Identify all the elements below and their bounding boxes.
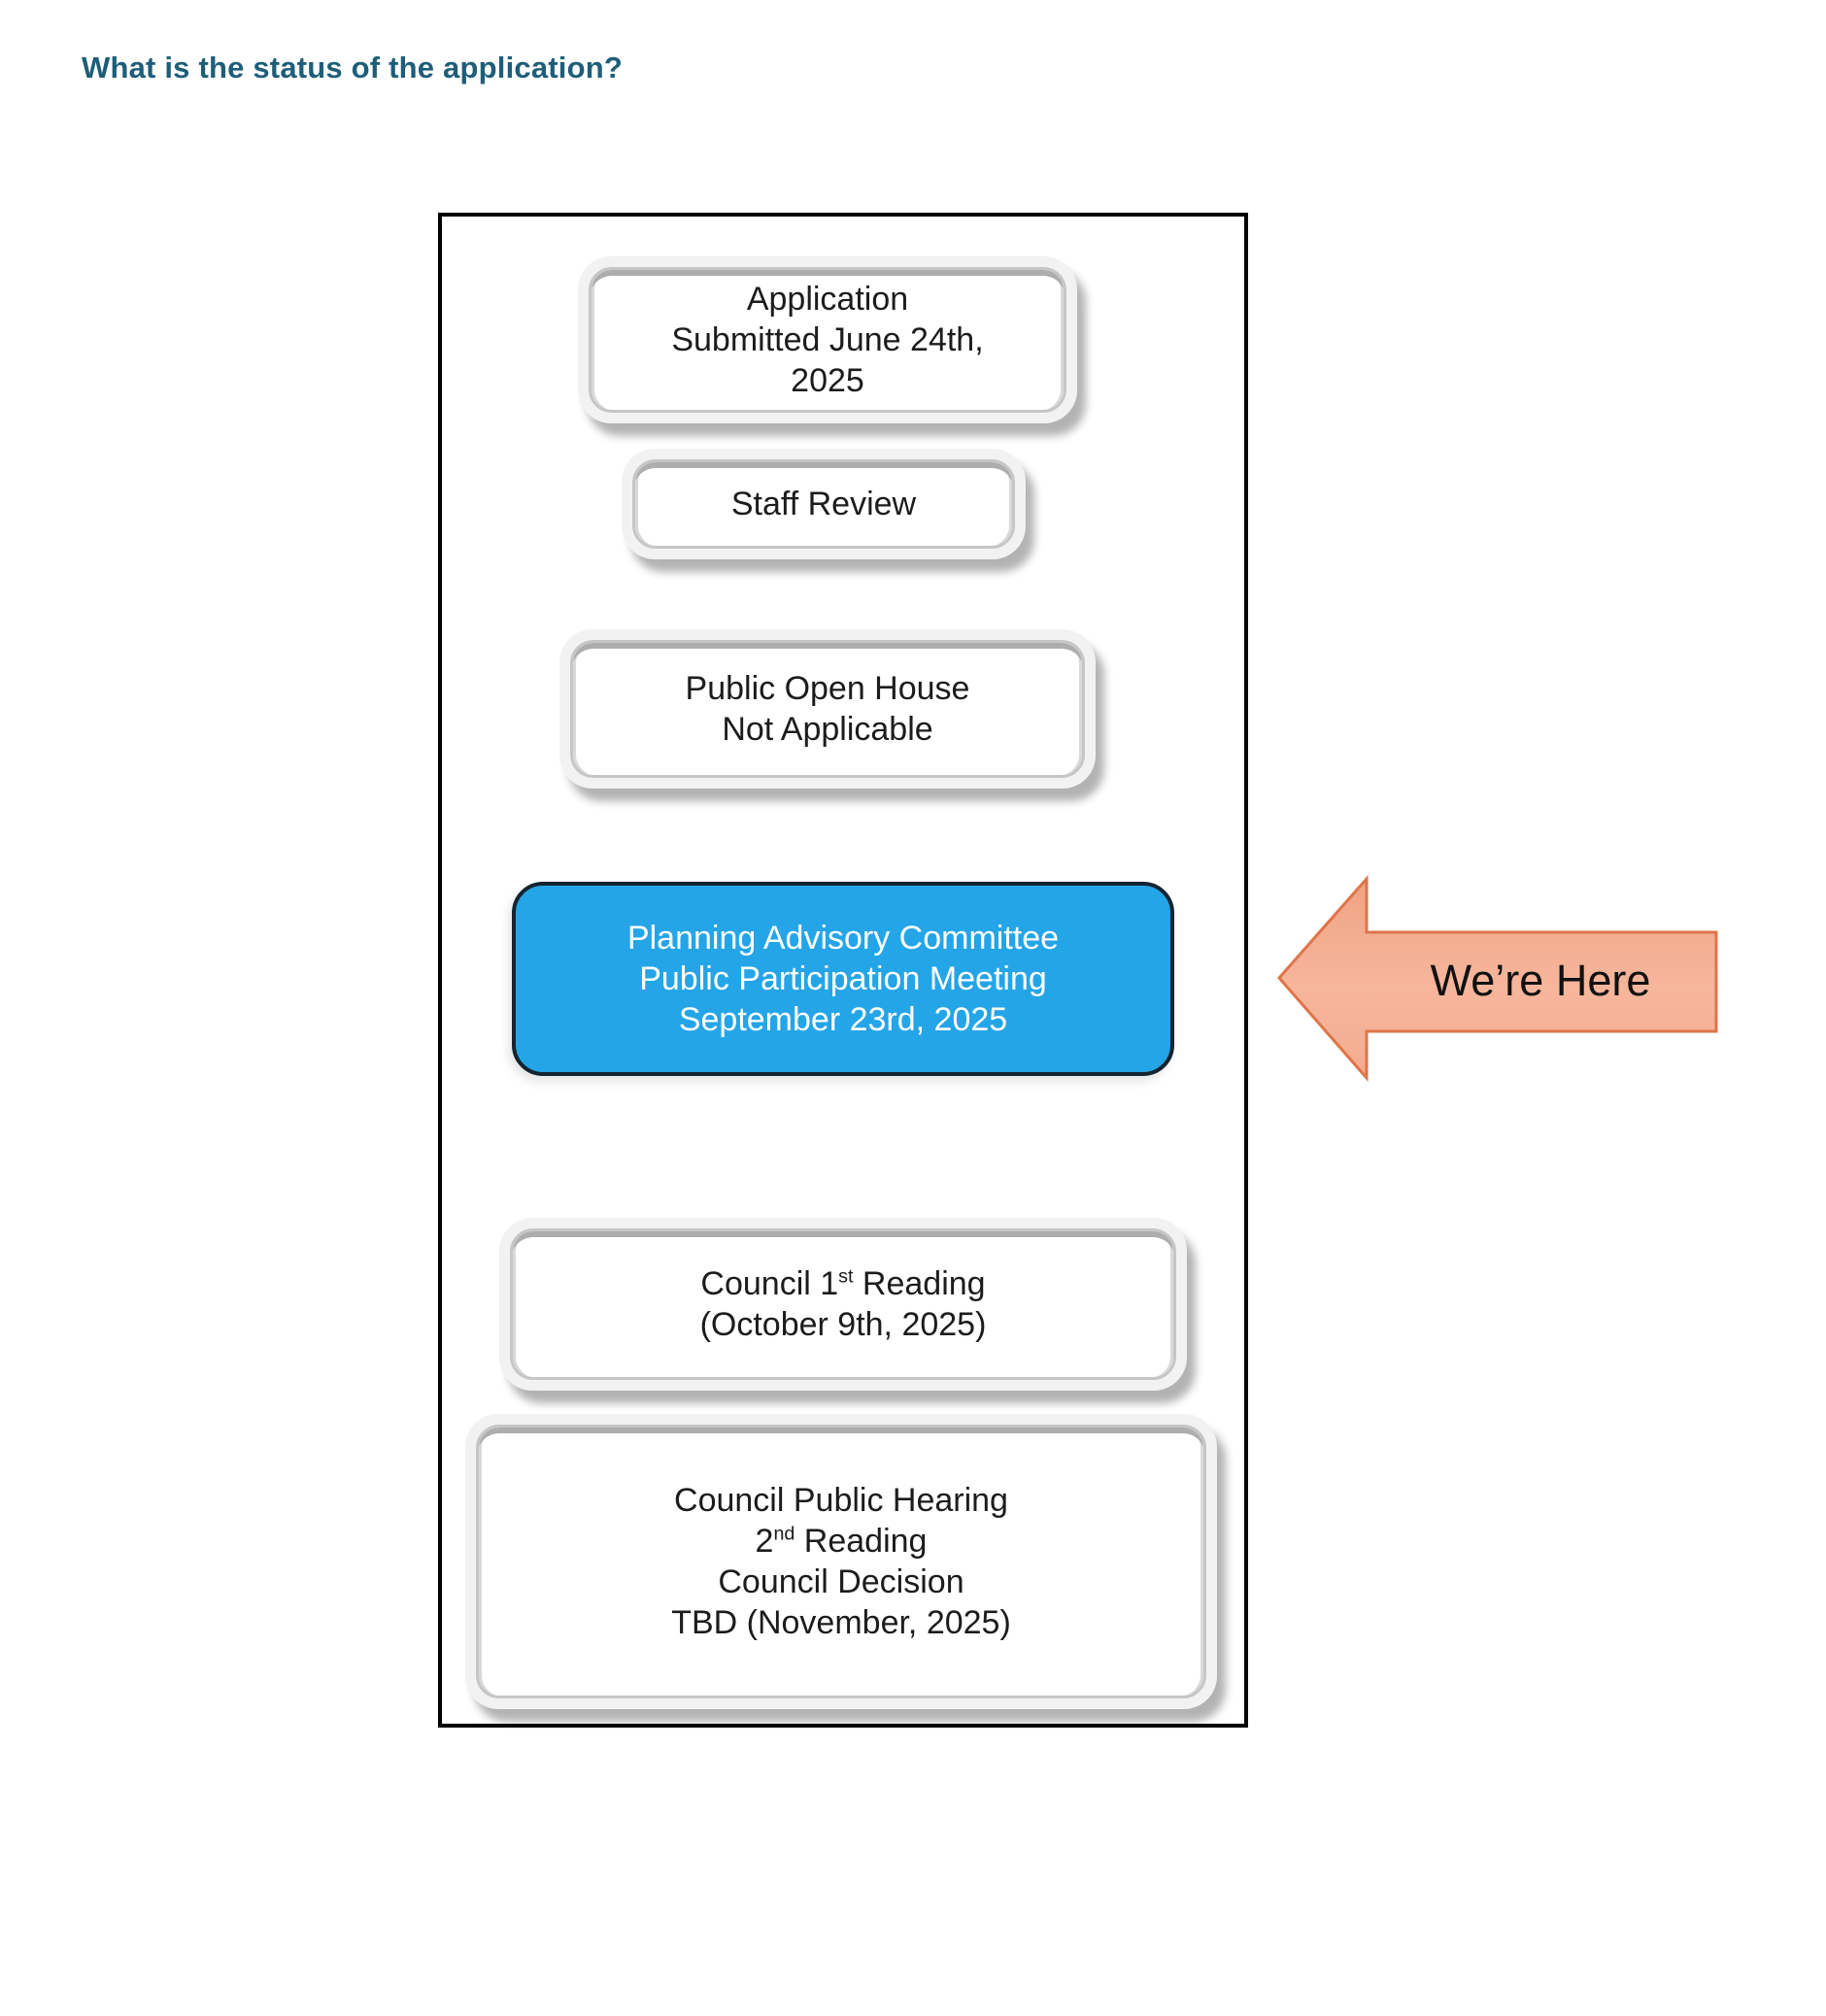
- flow-box-line: [700, 1263, 985, 1304]
- flow-box-public-open-house: [559, 629, 1096, 789]
- flow-box-line: [747, 279, 908, 319]
- text-segment: Not Applicable: [722, 711, 933, 748]
- flow-box-line: [679, 999, 1007, 1040]
- flow-box-body: [476, 1425, 1206, 1698]
- text-segment: Reading: [853, 1264, 986, 1302]
- flow-box-line: [671, 1602, 1011, 1643]
- text-segment: Public Open House: [685, 669, 970, 707]
- flow-box-line: [639, 958, 1047, 999]
- flow-box-body: [510, 1228, 1176, 1380]
- text-segment: Public Participation Meeting: [639, 959, 1047, 997]
- text-segment: TBD (November, 2025): [671, 1604, 1011, 1642]
- text-segment: 2: [755, 1522, 774, 1560]
- flow-box-line: [674, 1480, 1008, 1521]
- text-segment: Staff Review: [730, 485, 917, 522]
- text-segment: (October 9th, 2025): [699, 1306, 987, 1343]
- flow-box-council-public-hearing-decision: [465, 1414, 1217, 1709]
- flow-box-planning-advisory-committee-meeting: [512, 882, 1174, 1076]
- flow-box-application-submitted: [578, 256, 1077, 423]
- flow-box-line: [756, 1521, 928, 1562]
- ordinal-suffix: st: [838, 1265, 854, 1288]
- page-title: What is the status of the application?: [82, 50, 624, 84]
- text-segment: Council Decision: [718, 1563, 964, 1600]
- flow-box-body: [632, 459, 1015, 549]
- flow-box-body: [589, 267, 1066, 413]
- flow-box-line: [671, 319, 983, 360]
- flow-box-line: [731, 484, 916, 524]
- text-segment: Application: [746, 280, 909, 318]
- text-segment: Submitted June 24th,: [671, 320, 984, 358]
- text-segment: 2025: [791, 362, 864, 400]
- flow-box-body: [512, 882, 1174, 1076]
- flow-box-line: [791, 360, 864, 401]
- flow-box-line: [627, 918, 1059, 958]
- text-segment: Planning Advisory Committee: [626, 919, 1060, 957]
- flow-box-line: [686, 668, 970, 709]
- text-segment: Council 1: [700, 1264, 839, 1302]
- ordinal-suffix: nd: [773, 1523, 795, 1545]
- flow-box-line: [722, 709, 932, 750]
- text-segment: Reading: [795, 1522, 928, 1560]
- arrow-label: We’re Here: [1430, 956, 1651, 1005]
- text-segment: Council Public Hearing: [674, 1481, 1008, 1519]
- text-segment: September 23rd, 2025: [678, 1001, 1008, 1039]
- flow-box-body: [570, 640, 1085, 778]
- flow-box-line: [700, 1304, 987, 1345]
- flow-box-line: [718, 1562, 964, 1602]
- flow-box-staff-review: [622, 449, 1026, 559]
- flow-box-council-first-reading: [499, 1218, 1187, 1391]
